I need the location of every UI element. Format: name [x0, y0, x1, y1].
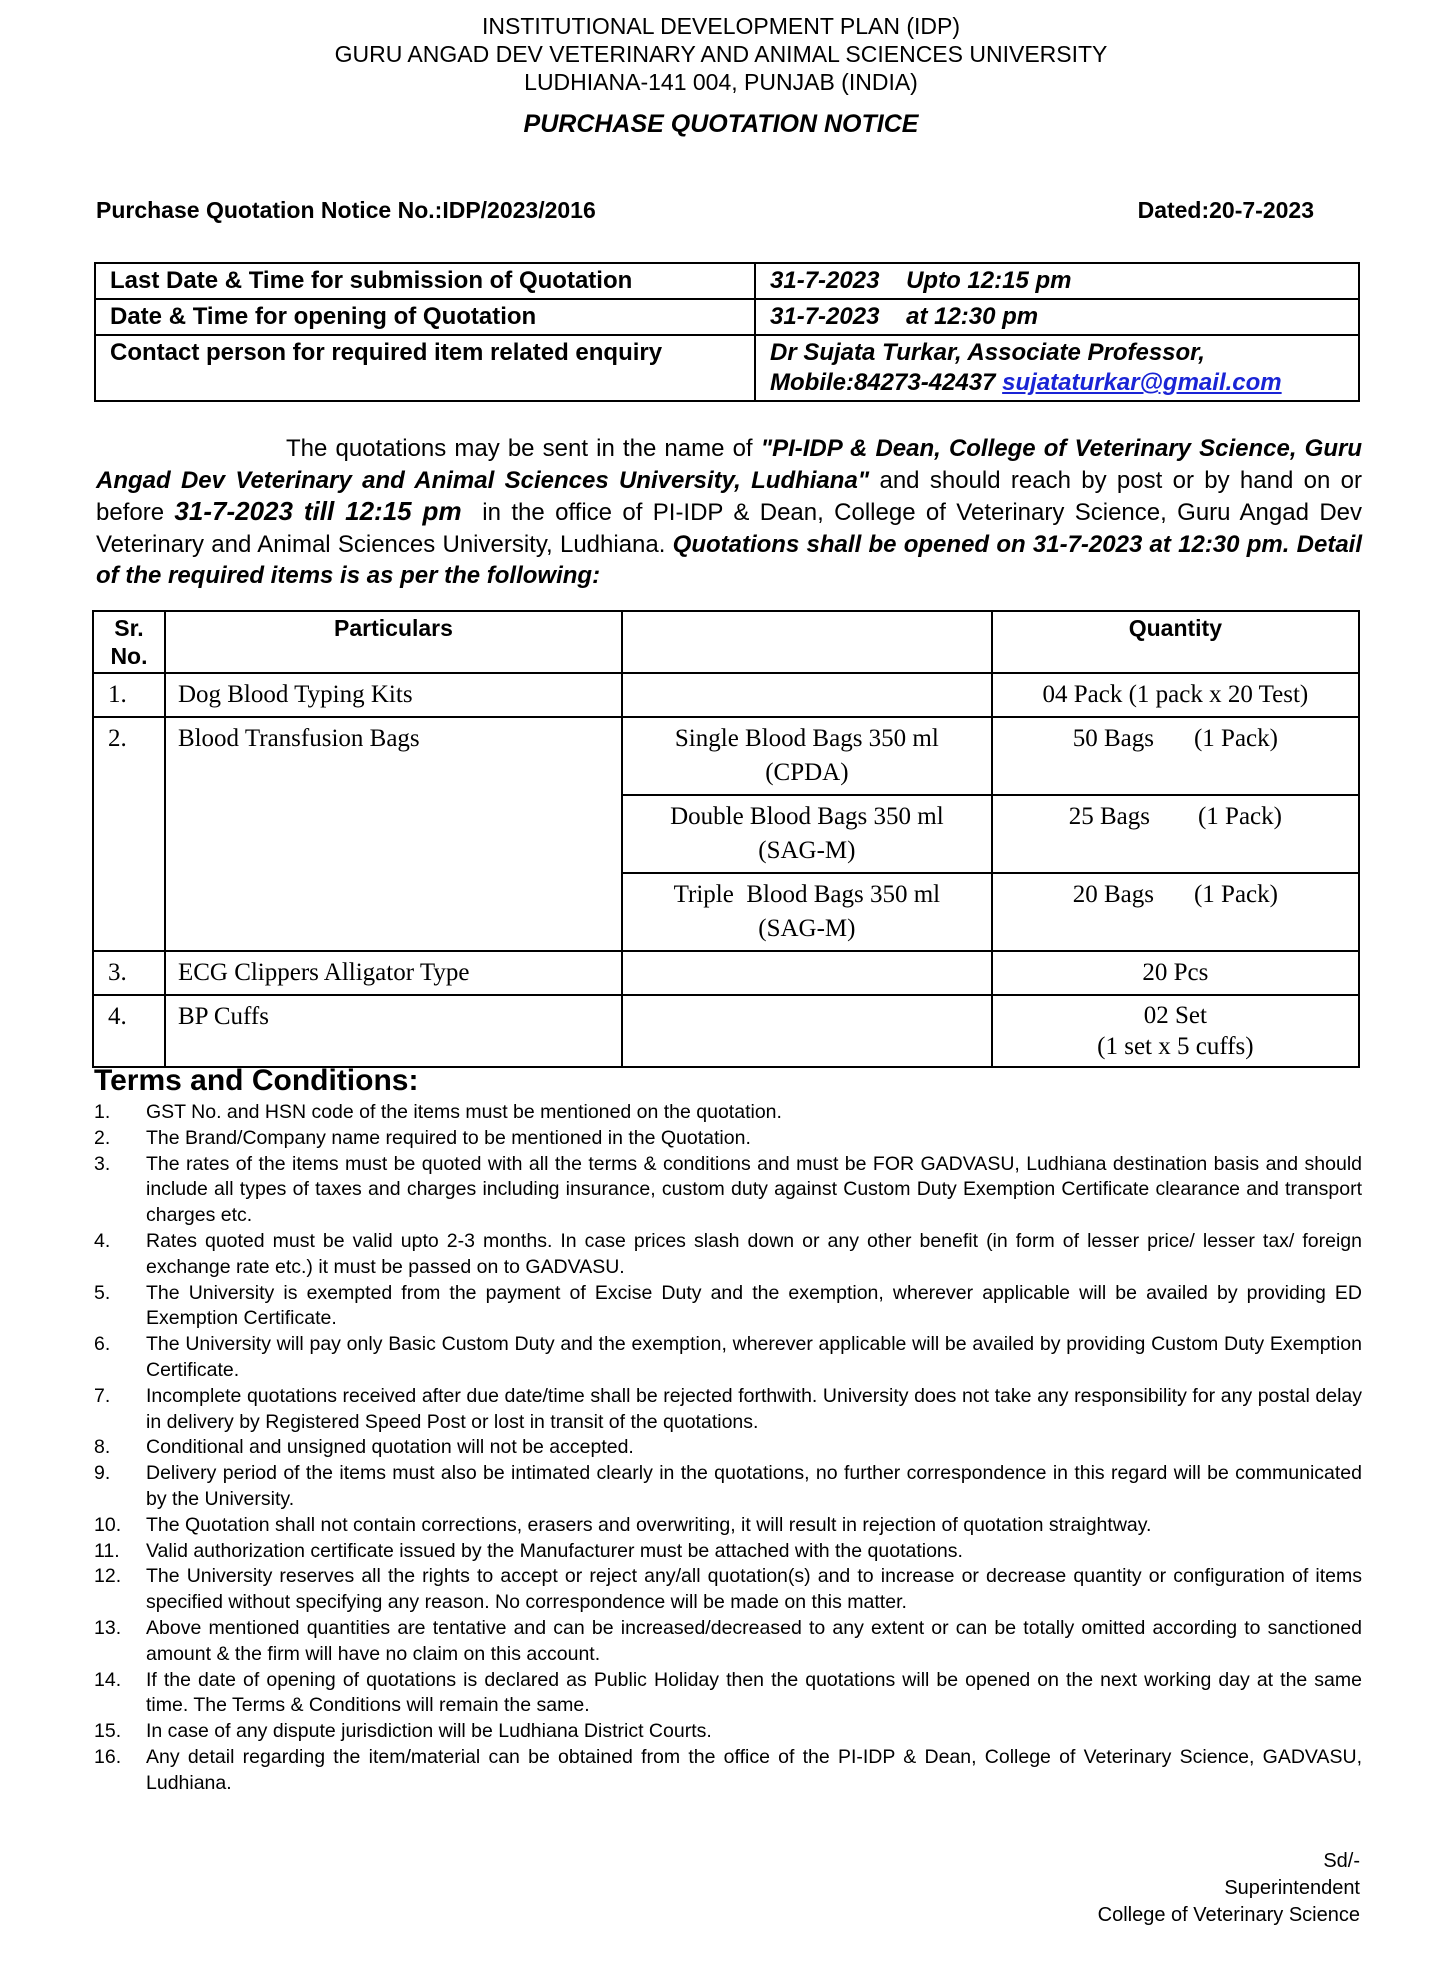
item-quantity — [992, 873, 1359, 951]
term-text: Valid authorization certificate issued by the Manufacturer must be attached with the quotations. — [146, 1539, 963, 1562]
item-sr: 2. — [93, 717, 165, 951]
item-spec — [622, 873, 992, 951]
term-number: 2. — [94, 1126, 111, 1149]
instructions-paragraph — [96, 433, 1369, 592]
signature-sd: Sd/- — [1323, 1850, 1360, 1872]
info-value — [755, 335, 1359, 401]
term-number: 8. — [94, 1436, 111, 1459]
term-item — [94, 1435, 1362, 1461]
terms-title: Terms and Conditions: — [94, 1064, 419, 1097]
term-number: 10. — [94, 1513, 122, 1536]
term-item — [94, 1719, 1362, 1745]
term-text: The University is exempted from the payment of Excise Duty and the exemption, wherever applicable will be availed by providing ED Exemption Certificate. — [146, 1281, 1362, 1330]
notice-title: PURCHASE QUOTATION NOTICE — [523, 110, 919, 138]
spec-line: (CPDA) — [765, 759, 849, 786]
spec-line: Double Blood Bags 350 ml — [670, 803, 944, 830]
term-item — [94, 1229, 1362, 1281]
term-number: 12. — [94, 1565, 122, 1588]
para-text-2: and should reach by post or by hand on or before — [96, 466, 1362, 526]
term-text: Rates quoted must be valid upto 2-3 months. In case prices slash down or any other benefit (in form of lesser price/ lesser tax/ foreign exchange rate etc.) it must be passed on to GADVASU. — [146, 1229, 1362, 1278]
term-text: Any detail regarding the item/material can be obtained from the office of the PI-IDP & Dean, College of Veterinary Science, GADVASU, Ludhiana. — [146, 1745, 1362, 1794]
para-opening: Quotations shall be opened on 31-7-2023 at 12:30 pm. Detail of the required items is as per the following: — [96, 530, 1363, 589]
item-spec — [622, 673, 992, 717]
header-line-1: INSTITUTIONAL DEVELOPMENT PLAN (IDP) — [482, 13, 960, 39]
term-item — [94, 1745, 1362, 1797]
item-particular: Blood Transfusion Bags — [165, 717, 622, 951]
term-number: 7. — [94, 1384, 111, 1407]
table-row — [93, 995, 1359, 1067]
signature-designation: Superintendent — [1224, 1877, 1360, 1899]
term-item — [94, 1616, 1362, 1668]
term-text: The rates of the items must be quoted with all the terms & conditions and must be FOR GADVASU, Ludhiana destination basis and should include all types of taxes and charges including insurance, custom duty against Custom Duty Exemption Certificate clearance and transport charges etc. — [146, 1152, 1362, 1227]
spec-line: (SAG-M) — [758, 915, 856, 942]
info-value: 31-7-2023 Upto 12:15 pm — [755, 263, 1359, 299]
info-label: Contact person for required item related enquiry — [95, 335, 755, 401]
term-text: Incomplete quotations received after due date/time shall be rejected forthwith. University does not take any responsibility for any postal delay in delivery by Registered Speed Post or lost in transit of the quotations. — [146, 1384, 1362, 1433]
term-number: 15. — [94, 1720, 122, 1743]
term-number: 1. — [94, 1101, 111, 1123]
term-item — [94, 1513, 1362, 1539]
term-item — [94, 1332, 1362, 1384]
contact-person: Dr Sujata Turkar, Associate Professor, — [770, 339, 1205, 366]
term-text: The Quotation shall not contain corrections, erasers and overwriting, it will result in rejection of quotation straightway. — [146, 1513, 1152, 1536]
qty-amount: 25 Bags — [1068, 803, 1150, 830]
item-sr: 3. — [93, 951, 165, 995]
term-item — [94, 1564, 1362, 1616]
term-number: 13. — [94, 1616, 122, 1639]
qty-line: 02 Set — [1143, 1002, 1207, 1029]
qty-pack: (1 Pack) — [1193, 725, 1278, 752]
info-value: 31-7-2023 at 12:30 pm — [755, 299, 1359, 335]
header-sr-no: Sr. No. — [93, 611, 165, 673]
term-item — [94, 1461, 1362, 1513]
terms-list — [94, 1100, 1362, 1797]
notice-date: Dated:20-7-2023 — [1137, 197, 1314, 223]
contact-email-link[interactable]: sujataturkar@gmail.com — [1002, 369, 1282, 396]
item-quantity: 04 Pack (1 pack x 20 Test) — [992, 673, 1359, 717]
item-quantity — [992, 995, 1359, 1067]
contact-mobile-line — [770, 368, 1344, 398]
document-header — [0, 12, 1442, 139]
table-row — [93, 717, 1359, 795]
term-text: The University reserves all the rights to accept or reject any/all quotation(s) and to increase or decrease quantity or configuration of items specified without specifying any reason. No correspondence will be made on this matter. — [146, 1565, 1362, 1614]
info-label: Date & Time for opening of Quotation — [95, 299, 755, 335]
spec-line: (SAG-M) — [758, 837, 856, 864]
term-text: Conditional and unsigned quotation will not be accepted. — [146, 1436, 634, 1459]
header-spec — [622, 611, 992, 673]
header-line-2: GURU ANGAD DEV VETERINARY AND ANIMAL SCIENCES UNIVERSITY — [334, 41, 1108, 67]
term-text: Above mentioned quantities are tentative and can be increased/decreased to any extent or can be totally omitted according to sanctioned amount & the firm will have no claim on this account. — [146, 1616, 1362, 1665]
term-item — [94, 1152, 1362, 1229]
table-row — [93, 673, 1359, 717]
spec-line: Triple Blood Bags 350 ml — [673, 881, 941, 908]
info-table — [94, 262, 1360, 402]
info-row-opening — [95, 299, 1359, 335]
items-header-row — [93, 611, 1359, 673]
header-line-3: LUDHIANA-141 004, PUNJAB (INDIA) — [524, 69, 918, 95]
info-row-contact — [95, 335, 1359, 401]
item-quantity — [992, 795, 1359, 873]
term-text: Delivery period of the items must also be intimated clearly in the quotations, no further correspondence in this regard will be communicated by the University. — [146, 1462, 1362, 1510]
qty-amount: 20 Bags — [1072, 881, 1154, 908]
qty-pack: (1 Pack) — [1193, 881, 1278, 908]
para-text-1: The quotations may be sent in the name of — [286, 435, 761, 462]
item-sr: 4. — [93, 995, 165, 1067]
item-particular: ECG Clippers Alligator Type — [165, 951, 622, 995]
item-spec — [622, 717, 992, 795]
qty-pack: (1 Pack) — [1197, 803, 1282, 830]
qty-line: (1 set x 5 cuffs) — [1097, 1033, 1254, 1060]
term-item — [94, 1281, 1362, 1333]
signature-office: College of Veterinary Science — [1097, 1904, 1360, 1926]
signature-block — [1098, 1848, 1360, 1929]
term-item — [94, 1384, 1362, 1436]
term-item — [94, 1100, 1362, 1126]
term-number: 4. — [94, 1229, 111, 1252]
reference-row — [96, 197, 1314, 224]
info-row-submission — [95, 263, 1359, 299]
info-label: Last Date & Time for submission of Quotation — [95, 263, 755, 299]
item-quantity — [992, 717, 1359, 795]
para-addressee: "PI-IDP & Dean, College of Veterinary Science, Guru Angad Dev Veterinary and Animal Sciences University, Ludhiana" — [96, 435, 1362, 494]
term-text: GST No. and HSN code of the items must be mentioned on the quotation. — [146, 1101, 782, 1123]
para-text-3: in the office of PI-IDP & Dean, College of Veterinary Science, Guru Angad Dev Veterinary and Animal Sciences University, Ludhiana. — [96, 499, 1369, 558]
item-particular: BP Cuffs — [165, 995, 622, 1067]
qty-amount: 50 Bags — [1072, 725, 1154, 752]
term-text: The Brand/Company name required to be mentioned in the Quotation. — [146, 1126, 751, 1149]
item-spec — [622, 951, 992, 995]
term-text: If the date of opening of quotations is declared as Public Holiday then the quotations will be opened on the next working day at the same time. The Terms & Conditions will remain the same. — [146, 1668, 1362, 1717]
term-text: In case of any dispute jurisdiction will be Ludhiana District Courts. — [146, 1720, 712, 1743]
term-number: 16. — [94, 1745, 122, 1768]
term-number: 6. — [94, 1333, 111, 1356]
spec-line: Single Blood Bags 350 ml — [674, 725, 939, 752]
term-item — [94, 1539, 1362, 1565]
item-particular: Dog Blood Typing Kits — [165, 673, 622, 717]
items-table — [92, 610, 1360, 1068]
header-particulars: Particulars — [165, 611, 622, 673]
item-quantity: 20 Pcs — [992, 951, 1359, 995]
term-number: 11. — [94, 1539, 120, 1562]
term-number: 14. — [94, 1668, 122, 1691]
term-number: 3. — [94, 1152, 111, 1175]
item-sr: 1. — [93, 673, 165, 717]
term-text: The University will pay only Basic Custom Duty and the exemption, wherever applicable will be availed by providing Custom Duty Exemption Certificate. — [146, 1333, 1362, 1381]
term-item — [94, 1126, 1362, 1152]
term-number: 5. — [94, 1281, 111, 1304]
item-spec — [622, 795, 992, 873]
item-spec — [622, 995, 992, 1067]
header-quantity: Quantity — [992, 611, 1359, 673]
notice-number: Purchase Quotation Notice No.:IDP/2023/2016 — [96, 197, 596, 223]
term-number: 9. — [94, 1462, 111, 1485]
table-row — [93, 951, 1359, 995]
contact-mobile: Mobile:84273-42437 — [770, 369, 996, 396]
term-item — [94, 1668, 1362, 1720]
para-deadline: 31-7-2023 till 12:15 pm — [174, 496, 462, 526]
